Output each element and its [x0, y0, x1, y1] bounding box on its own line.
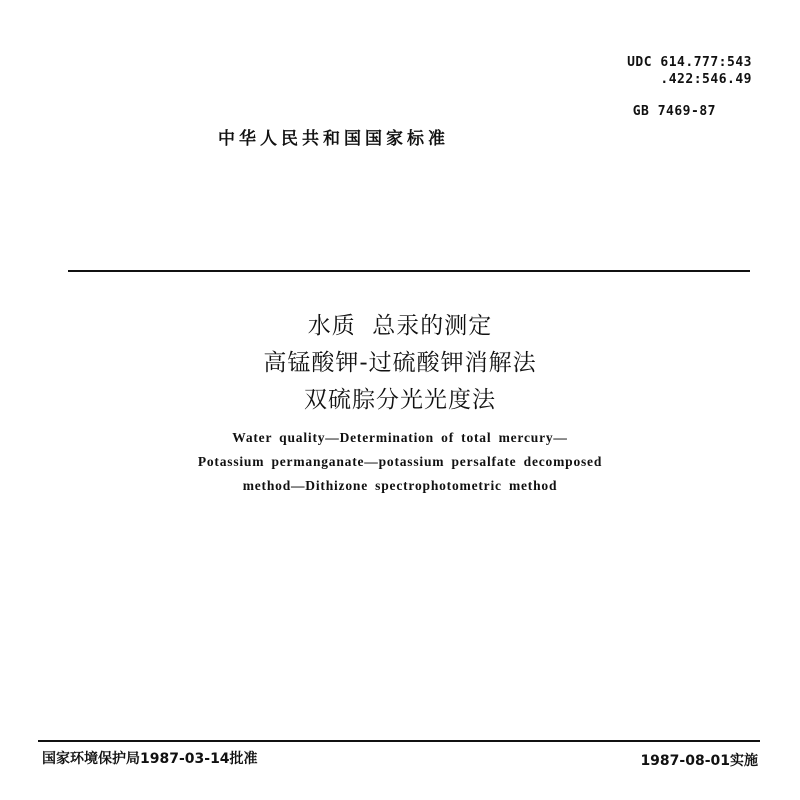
english-title-line-1: Water quality—Determination of total mercury—	[232, 430, 568, 445]
effective-date: 1987-08-01实施	[640, 753, 758, 769]
english-title-line-2: Potassium permanganate—potassium persalfate decomposed	[197, 454, 603, 469]
udc-line-1: UDC 614.777:543	[627, 55, 752, 70]
national-standard-heading: 中华人民共和国国家标准	[218, 129, 449, 149]
top-divider	[68, 270, 750, 272]
english-title	[0, 426, 800, 498]
udc-line-2: .422:546.49	[660, 72, 752, 87]
chinese-title-line-2: 高锰酸钾-过硫酸钾消解法	[263, 350, 537, 376]
chinese-title-line-1: 水质 总汞的测定	[307, 313, 493, 339]
gb-standard-code: GB 7469-87	[632, 104, 716, 119]
udc-classification	[627, 54, 752, 88]
approval-date: 国家环境保护局1987-03-14批准	[42, 751, 258, 767]
chinese-title-line-3: 双硫腙分光光度法	[304, 387, 496, 413]
chinese-title	[0, 308, 800, 419]
bottom-divider	[38, 740, 760, 742]
english-title-line-3: method—Dithizone spectrophotometric method	[242, 478, 558, 493]
